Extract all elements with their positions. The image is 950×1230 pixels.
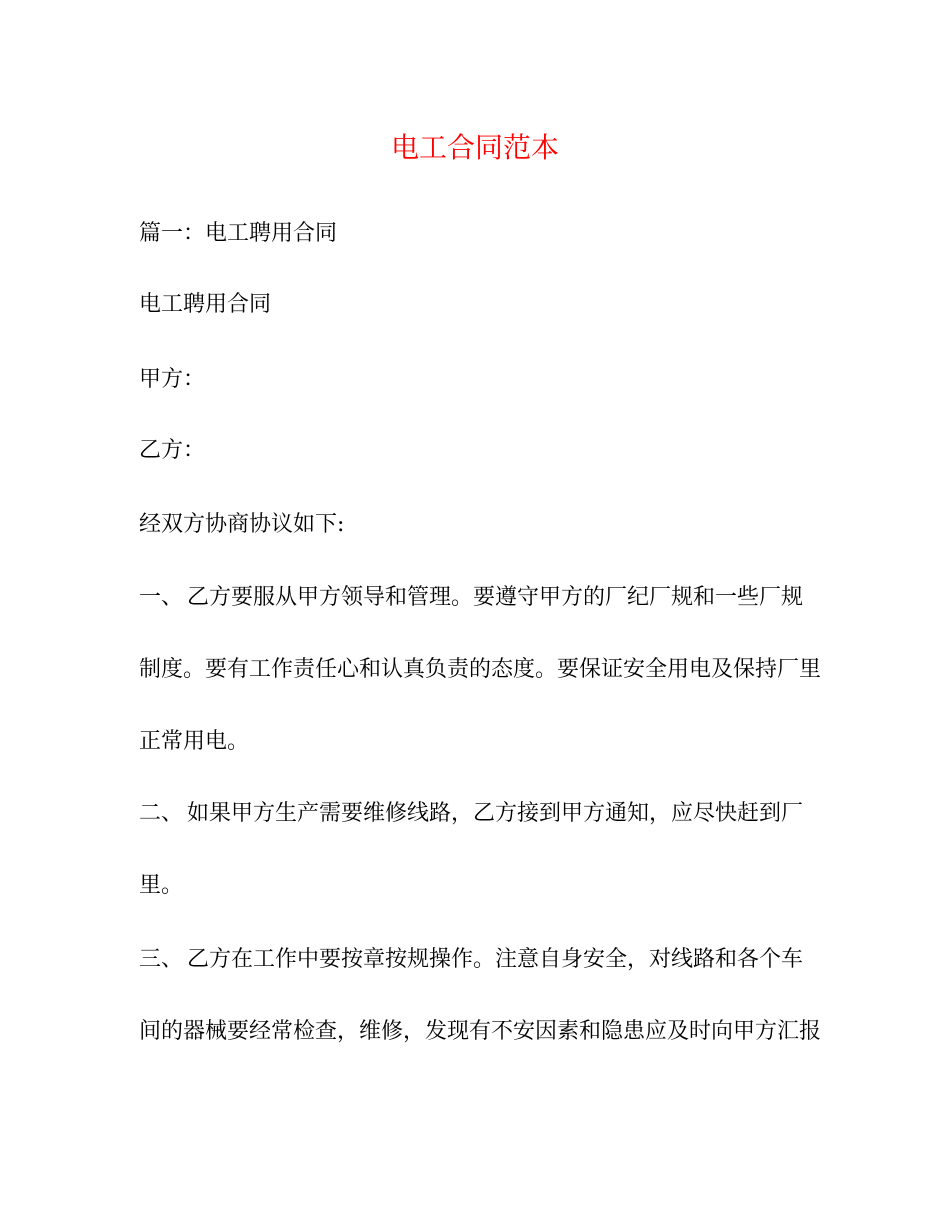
agreement-intro: 经双方协商协议如下: (139, 512, 345, 537)
clause-number: 二、 (139, 801, 184, 826)
contract-name: 电工聘用合同 (139, 292, 272, 317)
section-heading: 篇一：电工聘用合同 (139, 221, 338, 246)
clause-1-line-3: 正常用电。 (139, 729, 250, 754)
party-a-label: 甲方： (139, 367, 206, 392)
clause-2-line-1 (139, 799, 819, 829)
clause-text: 乙方在工作中要按章按规操作。注意自身安全，对线路和各个车 (187, 947, 804, 972)
clause-number: 一、 (139, 585, 184, 610)
party-b-label: 乙方： (139, 438, 206, 463)
document-title: 电工合同范本 (390, 131, 559, 164)
clause-number: 三、 (139, 947, 184, 972)
clause-3-line-1 (139, 945, 819, 975)
clause-text: 如果甲方生产需要维修线路，乙方接到甲方通知，应尽快赶到厂 (187, 801, 804, 826)
clause-text: 乙方要服从甲方领导和管理。要遵守甲方的厂纪厂规和一些厂规 (187, 585, 804, 610)
clause-2-line-2: 里。 (139, 873, 184, 898)
clause-3-line-2: 间的器械要经常检查，维修，发现有不安因素和隐患应及时向甲方汇报 (139, 1019, 822, 1044)
clause-1-line-2: 制度。要有工作责任心和认真负责的态度。要保证安全用电及保持厂里 (139, 657, 822, 682)
clause-1-line-1 (139, 583, 819, 613)
